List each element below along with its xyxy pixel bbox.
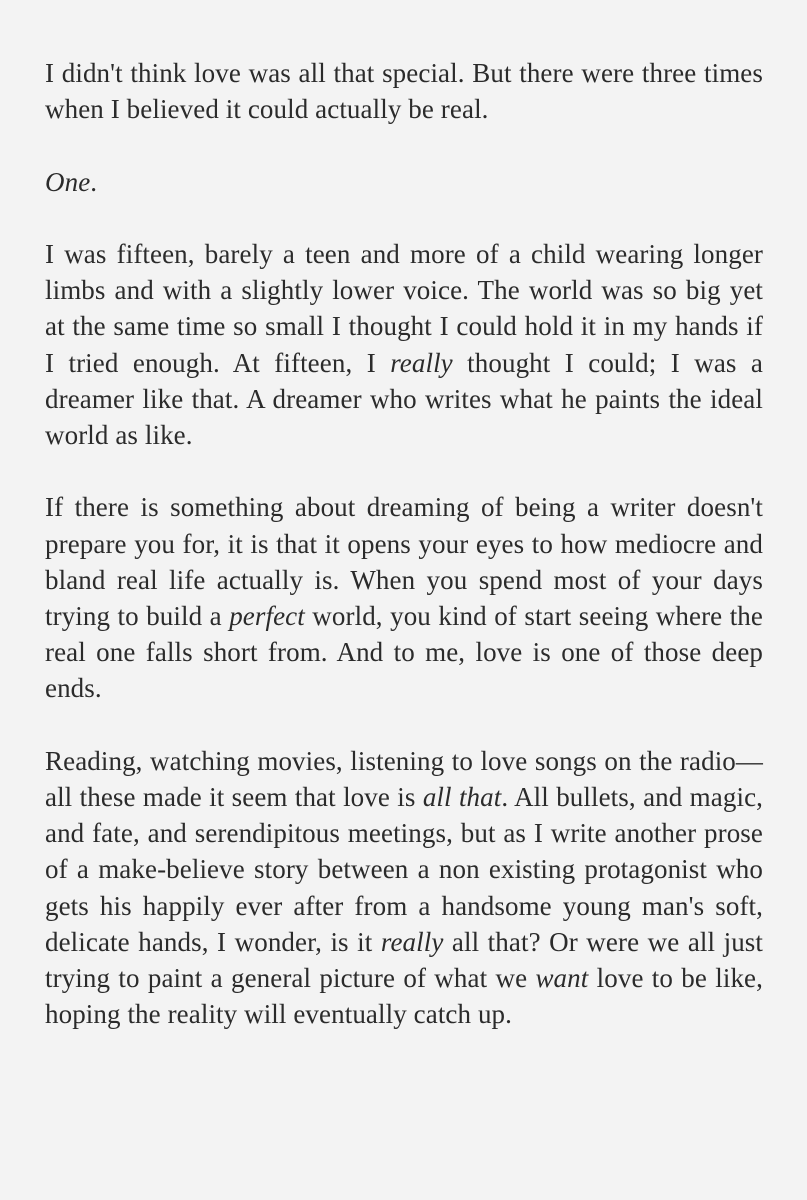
text-segment: love to be like, hoping the reality will eventually catch up. [45, 963, 763, 1030]
text-segment: I didn't think love was all that special. But there were three times when I believed it could actually be real. [45, 58, 763, 125]
text-segment-italic: all that [422, 782, 502, 812]
document-body [45, 55, 763, 1032]
text-segment-italic: perfect [229, 601, 305, 631]
text-segment: Reading, watching movies, listening to love songs on the radio—all these made it seem that love is [45, 745, 763, 812]
text-segment: . [90, 166, 98, 197]
paragraph-reading [45, 743, 763, 1033]
text-segment: . All bullets, and magic, and fate, and serendipitous meetings, but as I write another prose of a make-believe story between a non existing protagonist who gets his happily ever after from a handsome young man's soft, delicate hands, I wonder, is it [45, 782, 764, 957]
paragraph-writer [45, 489, 763, 706]
section-heading-one [45, 164, 763, 200]
text-segment-italic: want [535, 963, 589, 994]
text-segment: I was fifteen, barely a teen and more of a child wearing longer limbs and with a slightly lower voice. The world was so big yet at the same time so small I thought I could hold it in my hands if I tried enough. At fifteen, I [45, 238, 763, 378]
paragraph-intro [45, 55, 763, 127]
text-segment-italic: really [380, 926, 444, 957]
text-segment-italic: really [390, 347, 453, 378]
text-segment: If there is something about dreaming of being a writer doesn't prepare you for, it is that it opens your eyes to how mediocre and bland real life actually is. When you spend most of your days trying to build a [45, 492, 763, 631]
text-segment: world, you kind of start seeing where the real one falls short from. And to me, love is one of those deep ends. [45, 601, 763, 704]
text-segment-italic: One [45, 166, 91, 197]
text-segment: all that? Or were we all just trying to paint a general picture of what we [45, 926, 763, 994]
text-segment: thought I could; I was a dreamer like that. A dreamer who writes what he paints the ideal world as like. [45, 347, 763, 450]
paragraph-fifteen [45, 236, 763, 453]
